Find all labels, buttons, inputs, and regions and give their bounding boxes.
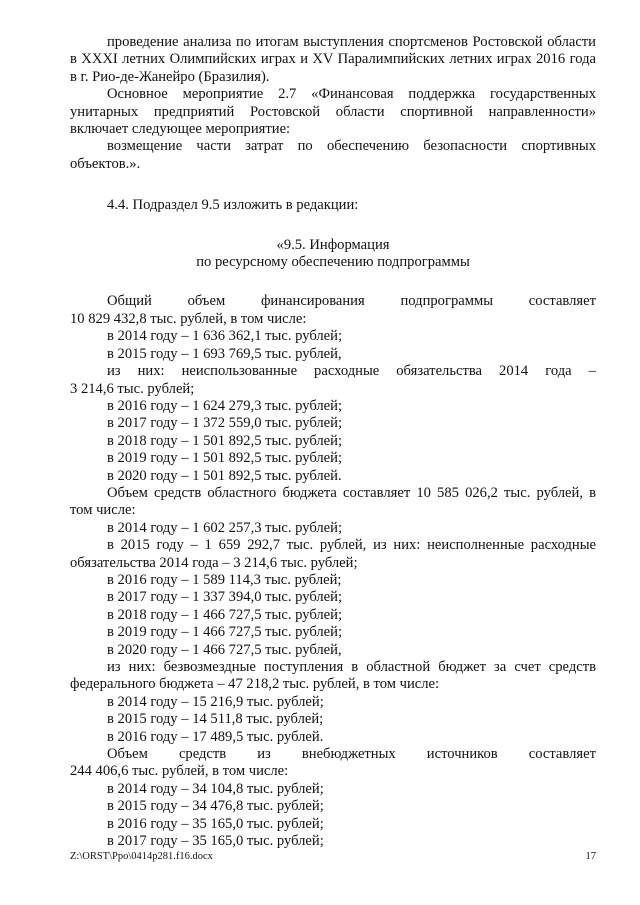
word: составляет xyxy=(528,746,596,763)
federal-year-line: в 2015 году – 14 511,8 тыс. рублей; xyxy=(107,711,324,728)
spacer xyxy=(70,271,596,293)
word: составляет xyxy=(528,293,596,310)
total-funding-continued: 10 829 432,8 тыс. рублей, в том числе: xyxy=(70,310,307,327)
federal-year-line: в 2016 году – 17 489,5 тыс. рублей. xyxy=(107,728,324,745)
regional-year-2015: в 2015 году – 1 659 292,7 тыс. рублей, из них: неисполненные расходные обязательства 2014 года – 3 214,6 тыс. рублей; xyxy=(70,537,596,571)
total-year-line: в 2019 году – 1 501 892,5 тыс. рублей; xyxy=(107,450,343,467)
total-year-line: в 2020 году – 1 501 892,5 тыс. рублей. xyxy=(107,467,342,484)
total-funding-line xyxy=(70,293,596,310)
regional-budget-paragraph: Объем средств областного бюджета составляет 10 585 026,2 тыс. рублей, в том числе: xyxy=(70,484,596,519)
regional-year-line: в 2016 году – 1 589 114,3 тыс. рублей; xyxy=(107,571,342,588)
word: Объем xyxy=(107,746,148,763)
total-year-line: в 2016 году – 1 624 279,3 тыс. рублей; xyxy=(107,397,343,414)
extrabudgetary-year-line: в 2014 году – 34 104,8 тыс. рублей; xyxy=(107,780,324,797)
extrabudgetary-year-line: в 2016 году – 35 165,0 тыс. рублей; xyxy=(107,815,324,832)
word: финансирования xyxy=(260,293,365,310)
word: из xyxy=(257,746,271,763)
total-year-2015: в 2015 году – 1 693 769,5 тыс. рублей, xyxy=(107,345,342,362)
word: обязательства xyxy=(396,363,483,380)
word: источников xyxy=(426,746,498,763)
total-year-line: в 2018 году – 1 501 892,5 тыс. рублей; xyxy=(107,432,343,449)
spacer xyxy=(70,215,596,237)
word: них: xyxy=(137,363,165,380)
word: Общий xyxy=(107,293,152,310)
unused-obligations-continued: 3 214,6 тыс. рублей; xyxy=(70,380,195,397)
total-year-2014: в 2014 году – 1 636 362,1 тыс. рублей; xyxy=(107,328,343,345)
regional-year-line: в 2020 году – 1 466 727,5 тыс. рублей, xyxy=(107,641,342,658)
regional-year-line: в 2019 году – 1 466 727,5 тыс. рублей; xyxy=(107,624,343,641)
intro-paragraph-2: Основное мероприятие 2.7 «Финансовая поддержка государственных унитарных предприятий Ростовской области спортивной направленности» включает следующее мероприятие: xyxy=(70,86,596,138)
regional-year-line: в 2018 году – 1 466 727,5 тыс. рублей; xyxy=(107,606,343,623)
word: внебюджетных xyxy=(301,746,396,763)
federal-year-line: в 2014 году – 15 216,9 тыс. рублей; xyxy=(107,693,324,710)
word: расходные xyxy=(314,363,380,380)
word: неиспользованные xyxy=(181,363,298,380)
federal-transfers-paragraph: из них: безвозмездные поступления в областной бюджет за счет средств федерального бюджета – 47 218,2 тыс. рублей, в том числе: xyxy=(70,659,596,693)
section-title: «9.5. Информация xyxy=(276,236,390,253)
word: объем xyxy=(187,293,226,310)
unused-obligations-line xyxy=(70,363,596,380)
extrabudgetary-year-line: в 2017 году – 35 165,0 тыс. рублей; xyxy=(107,833,324,850)
section-subtitle: по ресурсному обеспечению подпрограммы xyxy=(196,254,470,271)
clause-4-4: 4.4. Подраздел 9.5 изложить в редакции: xyxy=(107,197,359,214)
word: подпрограммы xyxy=(400,293,494,310)
total-year-line: в 2017 году – 1 372 559,0 тыс. рублей; xyxy=(107,415,343,432)
word: 2014 xyxy=(499,363,529,380)
extrabudgetary-continued: 244 406,6 тыс. рублей, в том числе: xyxy=(70,763,289,780)
page-number: 17 xyxy=(585,851,596,862)
word: – xyxy=(588,363,596,380)
extrabudgetary-line xyxy=(70,746,596,763)
page-footer xyxy=(70,851,596,863)
word: средств xyxy=(178,746,227,763)
word: года xyxy=(545,363,572,380)
intro-paragraph-1: проведение анализа по итогам выступления спортсменов Ростовской области в XXXI летних Олимпийских играх и XV Паралимпийских летних играх 2016 года в г. Рио-де-Жанейро (Бразилия). xyxy=(70,34,596,85)
word: из xyxy=(107,363,121,380)
document-body xyxy=(70,34,596,850)
spacer xyxy=(70,173,596,197)
intro-paragraph-3: возмещение части затрат по обеспечению безопасности спортивных объектов.». xyxy=(70,138,596,172)
regional-year-2014: в 2014 году – 1 602 257,3 тыс. рублей; xyxy=(107,519,343,536)
file-path: Z:\ORST\Ppo\0414p281.f16.docx xyxy=(70,851,213,862)
regional-year-line: в 2017 году – 1 337 394,0 тыс. рублей; xyxy=(107,589,343,606)
extrabudgetary-year-line: в 2015 году – 34 476,8 тыс. рублей; xyxy=(107,798,324,815)
